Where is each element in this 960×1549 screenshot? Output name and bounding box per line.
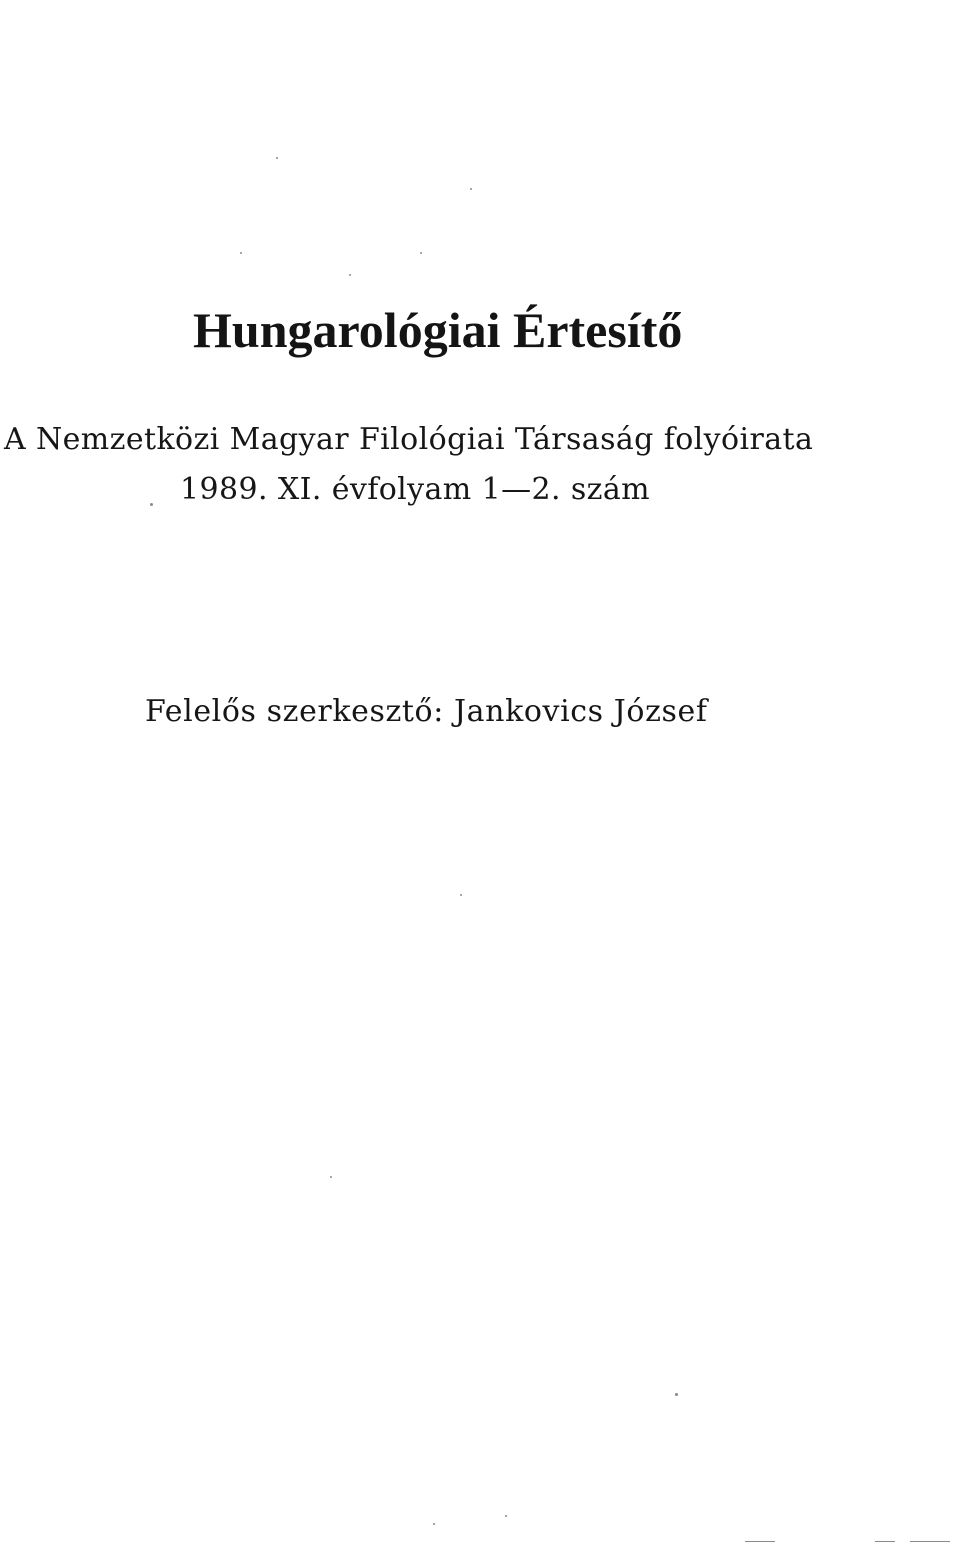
scan-speck xyxy=(505,1515,507,1517)
society-line: A Nemzetközi Magyar Filológiai Társaság folyóirata xyxy=(4,422,814,457)
scan-speck xyxy=(150,503,153,506)
scan-speck xyxy=(330,1176,332,1178)
scan-speck xyxy=(745,1541,775,1542)
scan-speck xyxy=(433,1523,435,1525)
scan-speck xyxy=(910,1541,950,1542)
scan-speck xyxy=(276,157,278,159)
scan-speck xyxy=(240,252,242,254)
issue-line: 1989. XI. évfolyam 1—2. szám xyxy=(180,472,650,507)
scan-speck xyxy=(875,1541,895,1542)
editor-line: Felelős szerkesztő: Jankovics József xyxy=(145,694,708,729)
scan-speck xyxy=(420,252,422,254)
scan-speck xyxy=(470,188,472,190)
scan-speck xyxy=(349,274,351,276)
journal-title: Hungarológiai Értesítő xyxy=(193,302,683,358)
scan-speck xyxy=(675,1393,678,1396)
scan-speck xyxy=(460,894,462,896)
